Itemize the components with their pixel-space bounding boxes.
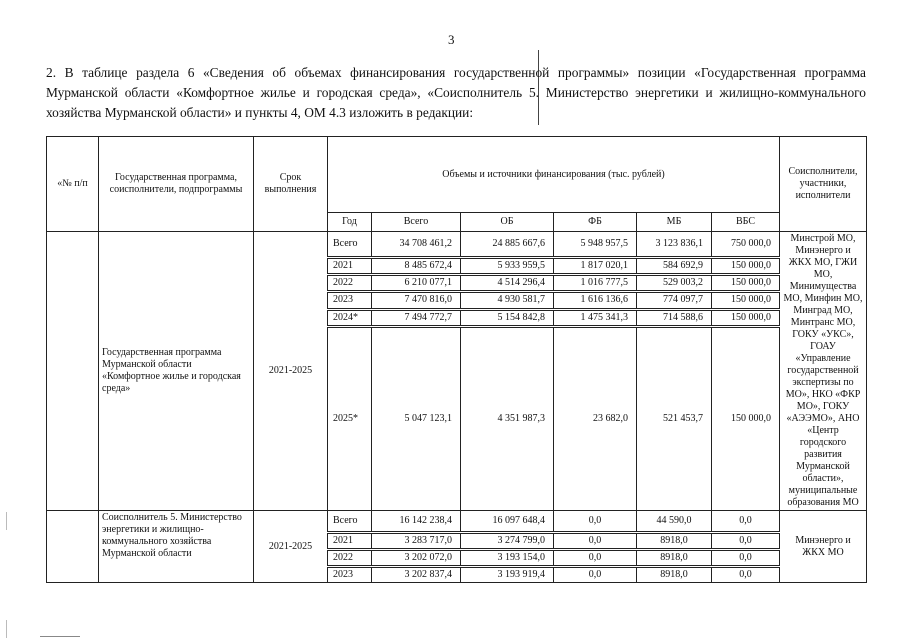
row-fb: 1 475 341,3 (554, 309, 637, 326)
scan-artifact-mark (6, 620, 7, 638)
row-year: 2024* (328, 309, 372, 326)
row-total: 5 047 123,1 (372, 326, 461, 510)
row-vbs: 0,0 (712, 533, 780, 550)
row-fb: 1 817 020,1 (554, 257, 637, 274)
header-row (47, 137, 867, 213)
row-ob: 16 097 648,4 (461, 511, 554, 533)
row-year: Всего (328, 232, 372, 258)
row-vbs: 150 000,0 (712, 257, 780, 274)
row-fb: 0,0 (554, 567, 637, 583)
row-mb: 44 590,0 (637, 511, 712, 533)
block1-executors: Минстрой МО, Минэнерго и ЖКХ МО, ГЖИ МО, Минимущества МО, Минфин МО, Минград МО, Минтранс МО, ГОКУ «УКС», ГОАУ «Управление государственной экспертизы по МО», НКО «ФКР МО», ГОКУ «АЭЭМО», АНО «Центр городского развития Мурманской области», муниципальные образования МО (780, 232, 867, 511)
subheader-vbs: ВБС (712, 213, 780, 232)
row-vbs: 750 000,0 (712, 232, 780, 258)
row-ob: 5 154 842,8 (461, 309, 554, 326)
row-mb: 714 588,6 (637, 309, 712, 326)
row-vbs: 150 000,0 (712, 274, 780, 291)
row-total: 3 202 837,4 (372, 567, 461, 583)
table-row (47, 232, 867, 258)
row-ob: 4 930 581,7 (461, 292, 554, 309)
row-total: 6 210 077,1 (372, 274, 461, 291)
footnote-separator (40, 636, 80, 637)
row-year: 2022 (328, 274, 372, 291)
row-mb: 521 453,7 (637, 326, 712, 510)
row-fb: 1 016 777,5 (554, 274, 637, 291)
row-year: 2023 (328, 567, 372, 583)
row-vbs: 0,0 (712, 511, 780, 533)
subheader-fb: ФБ (554, 213, 637, 232)
row-total: 16 142 238,4 (372, 511, 461, 533)
row-ob: 4 514 296,4 (461, 274, 554, 291)
subheader-year: Год (328, 213, 372, 232)
row-ob: 5 933 959,5 (461, 257, 554, 274)
row-fb: 23 682,0 (554, 326, 637, 510)
row-mb: 584 692,9 (637, 257, 712, 274)
row-year: Всего (328, 511, 372, 533)
row-ob: 3 274 799,0 (461, 533, 554, 550)
block1-num (47, 232, 99, 511)
row-year: 2022 (328, 550, 372, 567)
row-year: 2021 (328, 257, 372, 274)
row-total: 3 283 717,0 (372, 533, 461, 550)
row-mb: 8918,0 (637, 533, 712, 550)
scan-artifact-mark (6, 512, 7, 530)
block2-executors: Минэнерго и ЖКХ МО (780, 511, 867, 583)
row-mb: 774 097,7 (637, 292, 712, 309)
row-fb: 0,0 (554, 533, 637, 550)
row-year: 2025* (328, 326, 372, 510)
row-ob: 4 351 987,3 (461, 326, 554, 510)
header-num: «№ п/п (47, 137, 99, 232)
row-ob: 24 885 667,6 (461, 232, 554, 258)
header-executors: Соисполнители, участники, исполнители (780, 137, 867, 232)
subheader-mb: МБ (637, 213, 712, 232)
header-funding: Объемы и источники финансирования (тыс. рублей) (328, 137, 780, 213)
row-year: 2023 (328, 292, 372, 309)
subheader-total: Всего (372, 213, 461, 232)
row-total: 7 470 816,0 (372, 292, 461, 309)
row-mb: 8918,0 (637, 550, 712, 567)
row-ob: 3 193 154,0 (461, 550, 554, 567)
row-year: 2021 (328, 533, 372, 550)
header-term: Срок выполнения (254, 137, 328, 232)
block2-program: Соисполнитель 5. Министерство энергетики и жилищно-коммунального хозяйства Мурманской области (99, 511, 254, 583)
block2-term: 2021-2025 (254, 511, 328, 583)
row-fb: 0,0 (554, 550, 637, 567)
row-vbs: 150 000,0 (712, 292, 780, 309)
row-total: 7 494 772,7 (372, 309, 461, 326)
block2-num (47, 511, 99, 583)
block1-program: Государственная программа Мурманской области «Комфортное жилье и городская среда» (99, 232, 254, 511)
row-total: 8 485 672,4 (372, 257, 461, 274)
page-number: 3 (448, 32, 455, 47)
row-fb: 5 948 957,5 (554, 232, 637, 258)
intro-paragraph: 2. В таблице раздела 6 «Сведения об объемах финансирования государственной программы» позиции «Государственная программа Мурманской области «Комфортное жилье и городская среда», «Соисполнитель 5. Министерство энергетики и жилищно-коммунального хозяйства Мурманской области» и пункты 4, ОМ 4.3 изложить в редакции: (46, 65, 866, 120)
subheader-ob: ОБ (461, 213, 554, 232)
table-row (47, 511, 867, 533)
row-total: 34 708 461,2 (372, 232, 461, 258)
block1-term: 2021-2025 (254, 232, 328, 511)
row-vbs: 150 000,0 (712, 309, 780, 326)
row-mb: 3 123 836,1 (637, 232, 712, 258)
row-mb: 8918,0 (637, 567, 712, 583)
row-fb: 1 616 136,6 (554, 292, 637, 309)
row-total: 3 202 072,0 (372, 550, 461, 567)
row-vbs: 0,0 (712, 550, 780, 567)
row-ob: 3 193 919,4 (461, 567, 554, 583)
header-program: Государственная программа, соисполнители, подпрограммы (99, 137, 254, 232)
row-mb: 529 003,2 (637, 274, 712, 291)
row-vbs: 150 000,0 (712, 326, 780, 510)
row-vbs: 0,0 (712, 567, 780, 583)
financing-table (46, 136, 867, 583)
row-fb: 0,0 (554, 511, 637, 533)
